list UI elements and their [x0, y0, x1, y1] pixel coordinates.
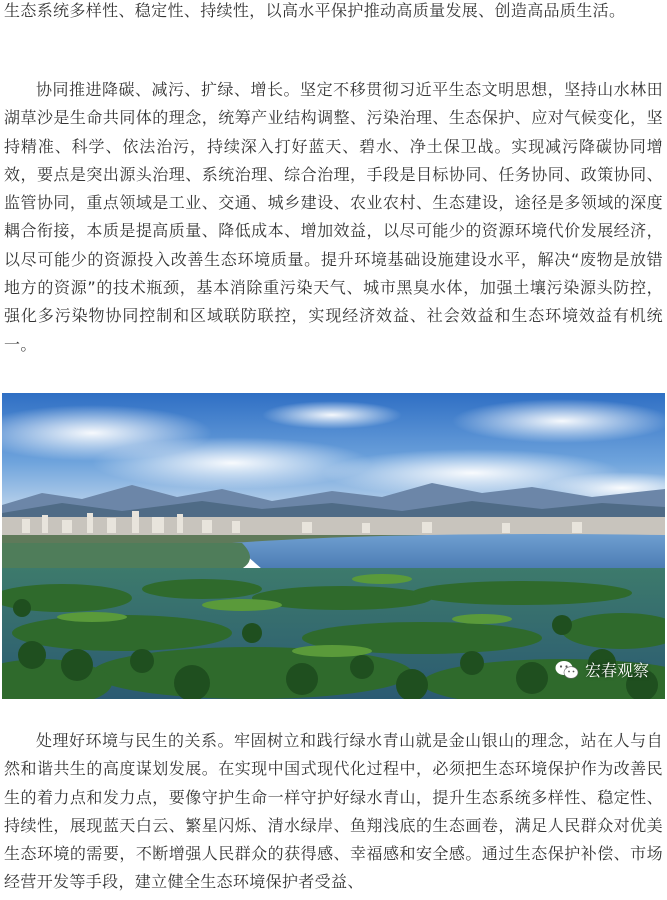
article-paragraph: 处理好环境与民生的关系。牢固树立和践行绿水青山就是金山银山的理念，站在人与自然和谐共生的高度谋划发展。在实现中国式现代化过程中，必须把生态环境保护作为改善民生的着力点和发力点，要像守护生命一样守护好绿水青山，提升生态系统多样性、稳定性、持续性，展现蓝天白云、繁星闪烁、清水绿岸、鱼翔浅底的生态画卷，满足人民群众对优美生态环境的需要，不断增强人民群众的获得感、幸福感和安全感。通过生态保护补偿、市场经营开发等手段，建立健全生态环境保护者受益、 — [4, 731, 663, 892]
wechat-icon — [555, 660, 579, 680]
landscape-photo — [2, 393, 665, 699]
article-photo-wetland[interactable] — [2, 393, 665, 699]
article-paragraph: 协同推进降碳、减污、扩绿、增长。坚定不移贯彻习近平生态文明思想，坚持山水林田湖草沙是生命共同体的理念，统筹产业结构调整、污染治理、生态保护、应对气候变化，坚持精准、科学、依法治污，持续深入打好蓝天、碧水、净土保卫战。实现减污降碳协同增效，要点是突出源头治理、系统治理、综合治理，手段是目标协同、任务协同、政策协同、监管协同，重点领域是工业、交通、城乡建设、农业农村、生态建设，途径是多领域的深度耦合衔接，本质是提高质量、降低成本、增加效益，以尽可能少的资源环境代价发展经济，以尽可能少的资源投入改善生态环境质量。提升环境基础设施建设水平，解决“废物是放错地方的资源”的技术瓶颈，基本消除重污染天气、城市黑臭水体，加强土壤污染源头防控，强化多污染物协同控制和区域联防联控，实现经济效益、社会效益和生态环境效益有机统一。 — [4, 80, 663, 354]
watermark-text: 宏春观察 — [584, 661, 649, 680]
image-watermark — [555, 658, 649, 681]
article-paragraph: 生态系统多样性、稳定性、持续性，以高水平保护推动高质量发展、创造高品质生活。 — [4, 1, 626, 20]
